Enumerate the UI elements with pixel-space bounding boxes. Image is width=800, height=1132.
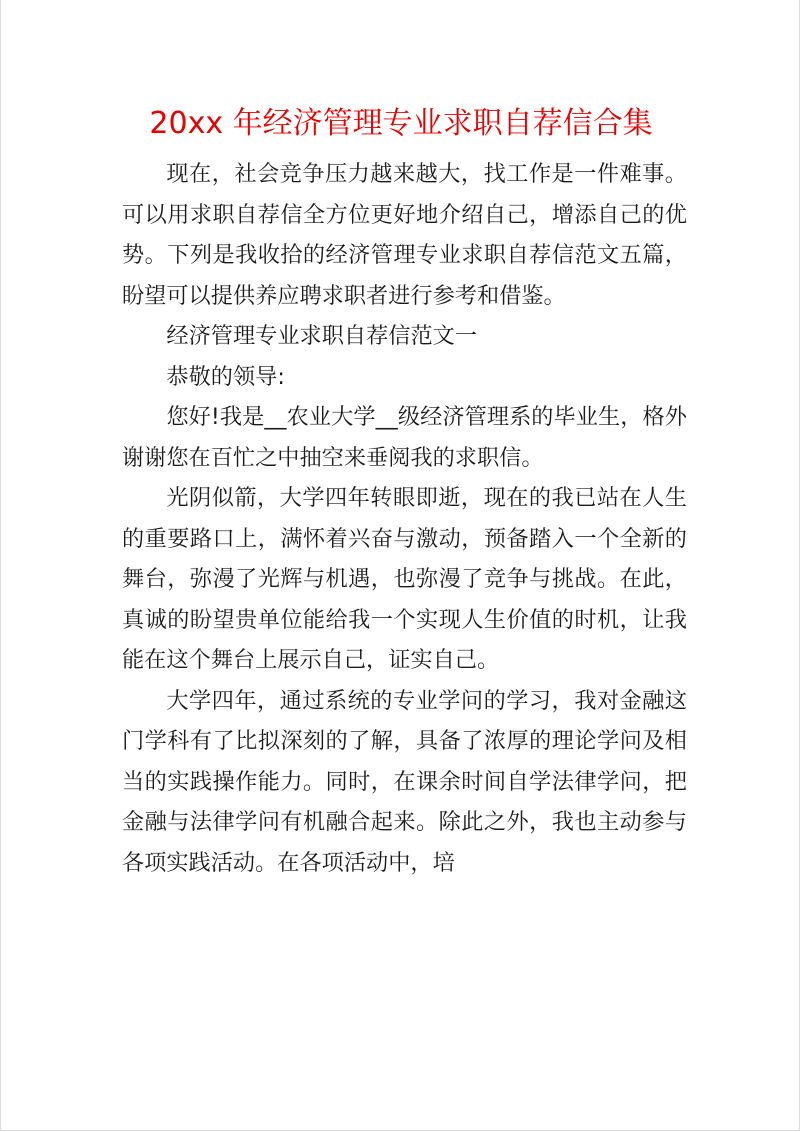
intro-paragraph: 现在，社会竞争压力越来越大，找工作是一件难事。可以用求职自荐信全方位更好地介绍自己，增添自己的优势。下列是我收拾的经济管理专业求职自荐信范文五篇，盼望可以提供养应聘求职者进行参考和借鉴。 — [122, 161, 687, 309]
body-paragraph: 光阴似箭，大学四年转眼即逝，现在的我已站在人生的重要路口上，满怀着兴奋与激动，预备踏入一个全新的舞台，弥漫了光辉与机遇，也弥漫了竞争与挑战。在此，真诚的盼望贵单位能给我一个实现人生价值的时机，让我能在这个舞台上展示自己，证实自己。 — [122, 485, 687, 673]
sample-heading: 经济管理专业求职自荐信范文一 — [166, 323, 478, 349]
salutation: 恭敬的领导: — [166, 363, 285, 390]
document-title: 20xx 年经济管理专业求职自荐信合集 — [149, 106, 653, 141]
body-paragraph: 大学四年，通过系统的专业学问的学习，我对金融这门学科有了比拟深刻的了解，具备了浓厚的理论学问及相当的实践操作能力。同时，在课余时间自学法律学问，把金融与法律学问有机融合起来。除此之外，我也主动参与各项实践活动。在各项活动中，培 — [122, 687, 687, 876]
document-body — [122, 154, 687, 883]
greeting-paragraph: 您好!我是__农业大学__级经济管理系的毕业生，格外谢谢您在百忙之中抽空来垂阅我的求职信。 — [122, 404, 687, 471]
